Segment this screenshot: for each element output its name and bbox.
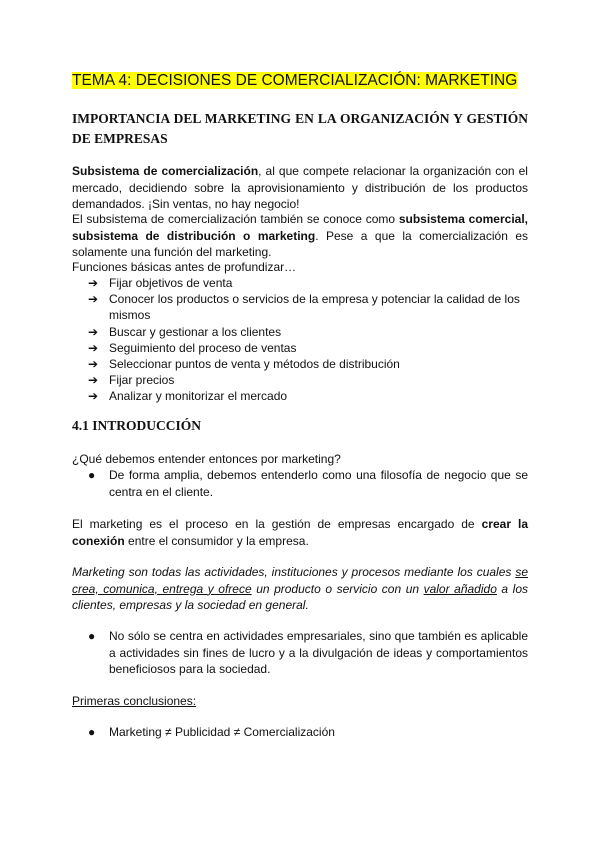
paragraph-proceso-end: entre el consumidor y la empresa. [124, 533, 309, 548]
bullet-icon: ● [88, 725, 96, 739]
arrow-icon: ➔ [88, 373, 99, 388]
marketing-definition [72, 564, 528, 614]
paragraph-proceso-text: El marketing es el proceso en la gestión de empresas encargado de [72, 517, 482, 531]
conclusion-text: Marketing ≠ Publicidad ≠ Comercialización [109, 725, 335, 739]
paragraph-sinonimos-text: El subsistema de comercialización también se conoce como [72, 212, 399, 226]
section-heading-importancia: IMPORTANCIA DEL MARKETING EN LA ORGANIZACIÓN Y GESTIÓN DE EMPRESAS [72, 111, 528, 146]
list-item [72, 340, 528, 356]
question-text: ¿Qué debemos entender entonces por marketing? [72, 452, 341, 466]
list-item-text: Fijar precios [109, 373, 175, 388]
list-item-text: Analizar y monitorizar el mercado [109, 389, 288, 404]
list-item [72, 388, 528, 404]
bullet-filosofia-text: De forma amplia, debemos entenderlo como una filosofía de negocio que se centra en el cliente. [109, 468, 528, 499]
paragraph-subsistema-text: , al que compete relacionar la organización con el mercado, decidiendo sobre la aprovisionamiento y distribución de los productos demandados. ¡Sin ventas, no hay negocio! [72, 164, 528, 211]
bold-term-subsistema: Subsistema de comercialización [72, 164, 259, 178]
bullet-icon: ● [88, 468, 96, 482]
bullet-no-solo-text: No sólo se centra en actividades empresariales, sino que también es aplicable a actividades sin fines de lucro y a la divulgación de ideas y comportamientos beneficiosos para la sociedad. [109, 629, 528, 676]
list-item [72, 324, 528, 340]
list-item [72, 356, 528, 372]
arrow-icon: ➔ [88, 389, 99, 404]
arrow-icon: ➔ [88, 324, 99, 339]
list-item-text: Conocer los productos o servicios de la empresa y potenciar la calidad de los mismos [109, 292, 520, 323]
title-highlight: TEMA 4: DECISIONES DE COMERCIALIZACIÓN: MARKETING [72, 72, 518, 89]
functions-intro: Funciones básicas antes de profundizar… [72, 260, 297, 274]
bold-term-conexion: crear la conexión [72, 517, 528, 548]
paragraph-sinonimos [72, 211, 528, 261]
list-item [72, 372, 528, 388]
arrow-icon: ➔ [88, 276, 99, 290]
list-item-text: Fijar objetivos de venta [109, 276, 233, 290]
bullet-no-solo [72, 628, 528, 678]
bullet-conclusion [72, 724, 528, 741]
conclusions-heading: Primeras conclusiones: [72, 694, 197, 708]
paragraph-sinonimos-end: . Pese a que la comercialización es solamente una función del marketing. [72, 228, 528, 259]
list-item-text: Seleccionar puntos de venta y métodos de distribución [109, 357, 400, 372]
functions-list [72, 275, 528, 405]
definition-underlined-verbs: se crea, comunica, entrega y ofrece [72, 565, 528, 596]
bullet-icon: ● [88, 629, 96, 643]
bold-term-distribucion: subsistema de distribución o marketing [72, 228, 316, 243]
bullet-filosofia [72, 467, 528, 500]
list-item [72, 275, 528, 291]
paragraph-proceso [72, 516, 528, 549]
definition-text-end: a los clientes, empresas y la sociedad en general. [72, 581, 528, 612]
bold-term-comercial: subsistema comercial [398, 212, 525, 226]
bold-separator: , [524, 212, 529, 226]
arrow-icon: ➔ [88, 292, 99, 307]
definition-text-mid: un producto o servicio con un [251, 581, 424, 596]
list-item-text: Seguimiento del proceso de ventas [109, 340, 297, 355]
definition-underlined-value: valor añadido [423, 581, 497, 596]
page-title [72, 71, 517, 91]
paragraph-subsistema [72, 163, 528, 213]
section-heading-introduccion: 4.1 INTRODUCCIÓN [72, 418, 202, 433]
arrow-icon: ➔ [88, 340, 99, 355]
definition-text: Marketing son todas las actividades, instituciones y procesos mediante los cuales [72, 565, 516, 579]
list-item-text: Buscar y gestionar a los clientes [109, 324, 282, 339]
arrow-icon: ➔ [88, 357, 99, 372]
list-item [72, 291, 528, 323]
